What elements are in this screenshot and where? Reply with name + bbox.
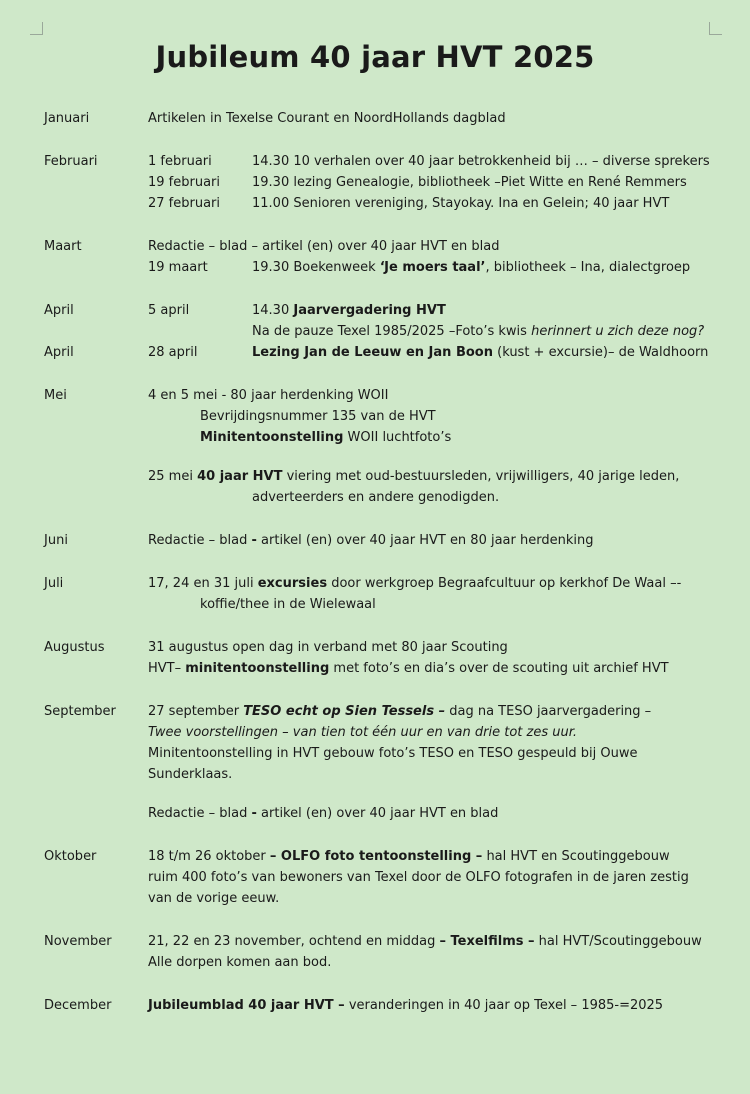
schedule-line: Redactie – blad – artikel (en) over 40 jaar HVT en blad — [148, 239, 500, 254]
month-april-2 — [44, 342, 724, 363]
schedule-line: van de vorige eeuw. — [148, 891, 280, 906]
schedule-line: Redactie – blad - artikel (en) over 40 jaar HVT en 80 jaar herdenking — [148, 533, 594, 548]
schedule-line — [44, 151, 724, 172]
schedule-line: 4 en 5 mei - 80 jaar herdenking WOII — [148, 388, 389, 403]
month-label: Augustus — [44, 640, 105, 655]
month-label: Februari — [44, 154, 98, 169]
event-date: 5 april — [148, 303, 190, 318]
event-schedule — [44, 108, 724, 1016]
schedule-line: 21, 22 en 23 november, ochtend en middag – Texelfilms – hal HVT/Scoutinggebouw — [148, 934, 702, 949]
event-date: 1 februari — [148, 154, 212, 169]
schedule-line: 17, 24 en 31 juli excursies door werkgroep Begraafcultuur op kerkhof De Waal –- — [148, 576, 682, 591]
page-title: Jubileum 40 jaar HVT 2025 — [155, 40, 595, 74]
event-text: 14.30 10 verhalen over 40 jaar betrokkenheid bij … – diverse sprekers — [252, 154, 710, 169]
schedule-line: Artikelen in Texelse Courant en NoordHollands dagblad — [148, 111, 506, 126]
schedule-line: Redactie – blad - artikel (en) over 40 jaar HVT en blad — [148, 806, 499, 821]
schedule-line: Minitentoonstelling in HVT gebouw foto’s TESO en TESO gespeuld bij Ouwe — [148, 746, 638, 761]
schedule-line: 28 april Lezing Jan de Leeuw en Jan Boon (kust + excursie)– de Waldhoorn — [44, 342, 724, 363]
month-label: Maart — [44, 239, 82, 254]
month-juni — [44, 530, 724, 551]
schedule-line: adverteerders en andere genodigden. — [252, 490, 500, 505]
month-label: April — [44, 303, 74, 318]
month-juli — [44, 573, 724, 615]
month-februari — [44, 151, 724, 214]
schedule-line: Minitentoonstelling WOII luchtfoto’s — [200, 430, 452, 445]
schedule-line — [44, 193, 724, 214]
schedule-line: 19 maart 19.30 Boekenweek ‘Je moers taal’, bibliotheek – Ina, dialectgroep — [44, 257, 724, 278]
schedule-line: Bevrijdingsnummer 135 van de HVT — [200, 409, 436, 424]
month-oktober — [44, 846, 724, 909]
schedule-line: Jubileumblad 40 jaar HVT – veranderingen in 40 jaar op Texel – 1985-=2025 — [148, 998, 664, 1013]
event-date: 19 februari — [148, 175, 221, 190]
schedule-line: 25 mei 40 jaar HVT viering met oud-bestuursleden, vrijwilligers, 40 jarige leden, — [148, 469, 680, 484]
event-date: 28 april — [148, 345, 198, 360]
schedule-line: 31 augustus open dag in verband met 80 jaar Scouting — [148, 640, 508, 655]
event-date: 27 februari — [148, 196, 221, 211]
month-label: Mei — [44, 388, 67, 403]
page-corner-mark-left — [30, 22, 43, 35]
month-september — [44, 701, 724, 824]
month-label: Oktober — [44, 849, 97, 864]
schedule-line: Alle dorpen komen aan bod. — [148, 955, 332, 970]
event-date: 19 maart — [148, 260, 208, 275]
month-label: April — [44, 345, 74, 360]
month-label: Juli — [44, 576, 64, 591]
month-mei — [44, 385, 724, 508]
month-label: November — [44, 934, 112, 949]
schedule-line: ruim 400 foto’s van bewoners van Texel door de OLFO fotografen in de jaren zestig — [148, 870, 689, 885]
month-december — [44, 995, 724, 1016]
schedule-line: HVT– minitentoonstelling met foto’s en dia’s over de scouting uit archief HVT — [148, 661, 669, 676]
schedule-line — [44, 172, 724, 193]
month-april — [44, 300, 724, 342]
schedule-line: 27 september TESO echt op Sien Tessels – dag na TESO jaarvergadering – — [148, 704, 652, 719]
month-november — [44, 931, 724, 973]
schedule-line: Sunderklaas. — [148, 767, 233, 782]
schedule-line: Na de pauze Texel 1985/2025 –Foto’s kwis herinnert u zich deze nog? — [252, 324, 705, 339]
month-augustus — [44, 637, 724, 679]
schedule-line: 18 t/m 26 oktober – OLFO foto tentoonstelling – hal HVT en Scoutinggebouw — [148, 849, 670, 864]
month-januari — [44, 108, 724, 129]
schedule-line: 5 april 14.30 Jaarvergadering HVT — [44, 300, 724, 321]
month-label: Juni — [44, 533, 68, 548]
schedule-line: Twee voorstellingen – van tien tot één uur en van drie tot zes uur. — [148, 725, 578, 740]
month-label: December — [44, 998, 112, 1013]
event-text: 19.30 lezing Genealogie, bibliotheek –Piet Witte en René Remmers — [252, 175, 687, 190]
month-label: Januari — [44, 111, 90, 126]
month-label: September — [44, 704, 116, 719]
event-text: 11.00 Senioren vereniging, Stayokay. Ina en Gelein; 40 jaar HVT — [252, 196, 670, 211]
page-corner-mark-right — [709, 22, 722, 35]
month-maart — [44, 236, 724, 278]
schedule-line: koffie/thee in de Wielewaal — [200, 597, 376, 612]
